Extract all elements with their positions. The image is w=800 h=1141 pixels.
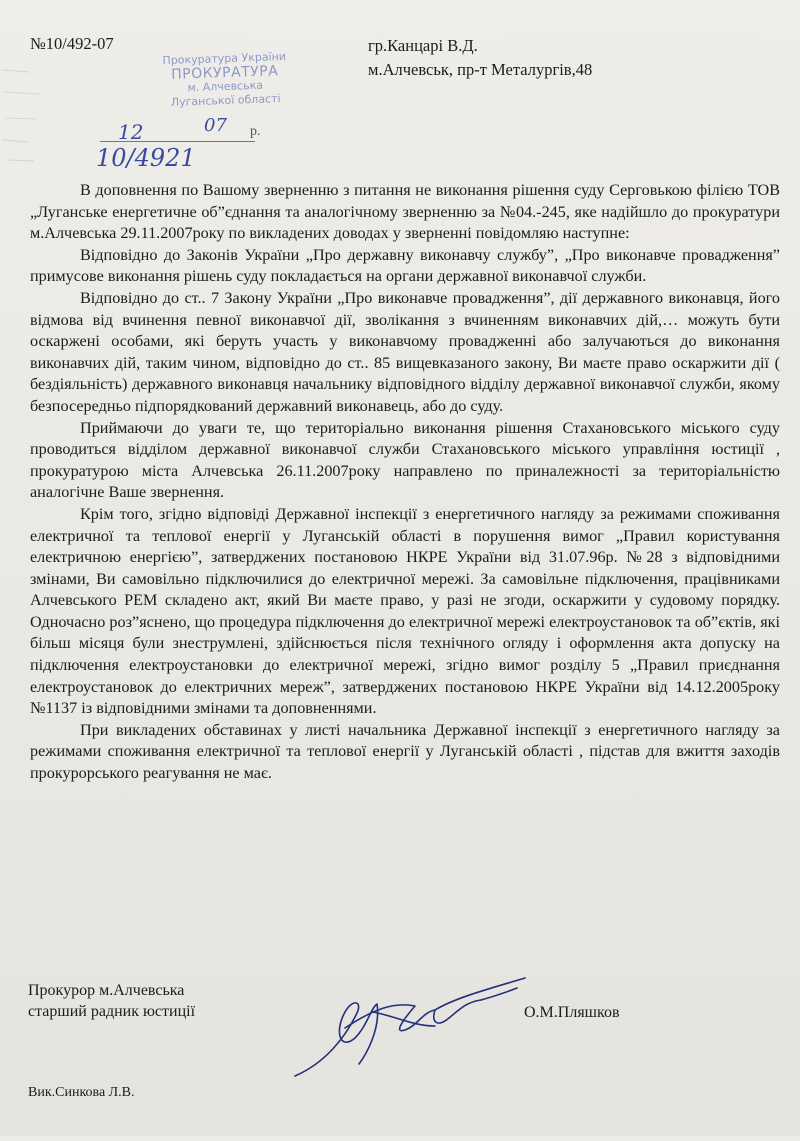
- document-number: №10/492-07: [30, 34, 114, 53]
- signer-name: О.М.Пляшков: [524, 1004, 620, 1021]
- signer-position-line-1: Прокурор м.Алчевська: [28, 982, 185, 999]
- paragraph-6: При викладених обставинах у листі начальника Державної інспекції з енергетичного нагляду за режимами споживання електричної та теплової енергії у Луганській області , підстав для вжиття заходів прокурорського реагування не має.: [30, 720, 780, 783]
- paragraph-5: Крім того, згідно відповіді Державної інспекції з енергетичного нагляду за режимами споживання електричної та теплової енергії у Луганській області в порушення вимог „Правил користування електричною енергією”, затверджених постановою НКРЕ України від 31.07.96р. №28 з відповідними змінами, Ви самовільно підключилися до електричної мережі. За самовільне підключення, працівниками Алчевського РЕМ складено акт, який Ви маєте право, у разі не згоди, оскаржити у судовому порядку. Одночасно роз”яснено, що процедура підключення до електричної мережі електроустановок та об”єктів, які більш місяця були знеструмлені, здійснюється після технічного огляду і оформлення акта допуску на підключення електроустановки до електричної мережі, згідно вимог розділу 5 „Правил приєднання електроустановок до електричних мереж”, затверджених постановою НКРЕ України від 14.12.2005року №1137 із відповідними змінами та доповненнями.: [30, 504, 780, 718]
- signer-position-line-2: старший радник юстиції: [28, 1003, 196, 1020]
- stamp-line-1: Прокуратура України: [162, 49, 287, 68]
- handwritten-signature: [285, 968, 555, 1088]
- addressee-block: [368, 34, 592, 82]
- stamp-line-2: ПРОКУРАТУРА: [170, 63, 279, 83]
- handwritten-day: 12: [118, 120, 144, 144]
- executor-name: Вик.Синкова Л.В.: [28, 1085, 135, 1100]
- handwritten-month: 07: [204, 115, 227, 136]
- signer-position: [28, 980, 195, 1022]
- paragraph-3: Відповідно до ст.. 7 Закону України „Про виконавче провадження”, дії державного виконавця, його відмова від вчинення певної виконавчої дії, зволікання з вчиненням виконавчих дій,… можуть бути оскаржені особами, які беруть участь у виконавчому провадженні або залучаються до виконання виконавчих дій, таким чином, відповідно до ст.. 85 вищевказаного закону, Ви маєте право оскаржити дії ( бездіяльність) державного виконавця начальнику відповідного відділу державної виконавчої служби, якому безпосередньо підпорядкований державний виконавець, або до суду.: [30, 288, 780, 415]
- paragraph-4: Приймаючи до уваги те, що територіально виконання рішення Стахановського міського суду проводиться відділом державної виконавчої служби Стахановського міського управління юстиції , прокуратурою міста Алчевська 26.11.2007року направлено по приналежності за територіальністю аналогічне Ваше звернення.: [30, 418, 780, 502]
- date-year-suffix: р.: [250, 124, 261, 139]
- addressee-address: м.Алчевськ, пр-т Металургів,48: [368, 60, 593, 79]
- letter-body: [30, 180, 780, 785]
- stamp-line-3: м. Алчевська: [187, 78, 264, 95]
- paragraph-1: В доповнення по Вашому зверненню з питання не виконання рішення суду Серговькою філією ТОВ „Луганське енергетичне об”єднання та аналогічному зверненню за №04.-245, яке надійшло до прокуратури м.Алчевська 29.11.2007року по викладених доводах у зверненні повідомляю наступне:: [30, 181, 780, 243]
- prosecutor-office-stamp: [149, 49, 301, 110]
- paragraph-2: Відповідно до Законів України „Про державну виконавчу службу”, „Про виконавче провадження” примусове виконання рішень суду покладається на органи державної виконавчої служби.: [30, 245, 780, 286]
- handwritten-registration-number: 10/4921: [96, 144, 196, 172]
- addressee-name: гр.Канцарі В.Д.: [368, 36, 478, 55]
- stamp-line-4: Луганської області: [170, 92, 281, 109]
